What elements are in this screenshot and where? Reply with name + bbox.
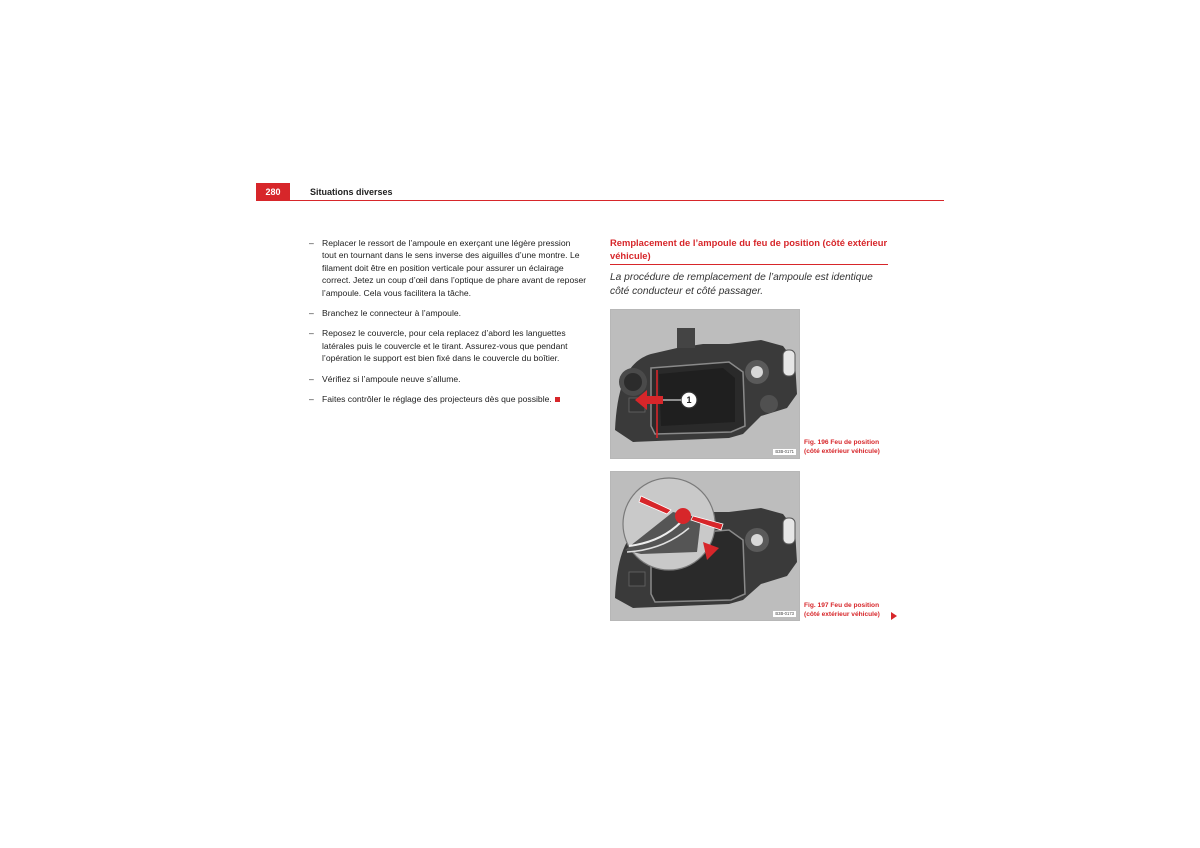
instruction-steps [307,237,587,413]
step-dash: – [309,328,314,339]
figure-196-image [610,309,800,459]
step-text: Vérifiez si l’ampoule neuve s’allume. [322,373,461,384]
caption-line: (côté extérieur véhicule) [804,447,880,455]
step-dash: – [309,238,314,248]
figure-code: B3B-0173 [775,611,794,616]
chapter-title: Situations diverses [310,187,393,197]
step-item [307,373,587,385]
step-dash: – [309,373,314,384]
section-end-marker [555,397,560,402]
page-header [256,183,944,201]
section [610,236,890,299]
figure-196-caption [804,439,894,456]
section-title: Remplacement de l’ampoule du feu de position (côté extérieur véhicule) [610,236,888,265]
figure-197-image [610,471,800,621]
step-text: Reposez le couvercle, pour cela replacez d’abord les languettes latérales puis le couvercle et le tirant. Assurez-vous que pendant l’opération le support est bien fixé dans le couvercle du boîtier. [322,328,568,364]
caption-line: Fig. 196 Feu de position [804,439,880,446]
header-divider [256,200,944,201]
step-dash: – [309,308,314,319]
caption-line: Fig. 197 Feu de position [804,602,880,609]
headlight-bulb-illustration [611,472,799,620]
step-item [307,307,587,319]
caption-line: (côté extérieur véhicule) [804,610,880,618]
headlight-rear-illustration [611,310,799,458]
step-dash: – [309,394,314,405]
step-item [307,237,587,299]
figure-code: B3B-0171 [775,449,794,454]
step-item [307,327,587,364]
callout-number: 1 [686,395,692,405]
step-text: Faites contrôler le réglage des projecteurs dès que possible. [322,394,552,405]
section-intro: La procédure de remplacement de l’ampoule est identique côté conducteur et côté passager. [610,272,873,297]
continue-arrow-icon [891,612,897,620]
step-text: Replacer le ressort de l’ampoule en exerçant une légère pression tout en tournant dans le sens inverse des aiguilles d’une montre. Le filament doit être en position verticale pour assurer un éclairage correct. Jetez un coup d’œil dans l’optique de phare avant de reposer l’ampoule. Cela vous facilitera la tâche. [322,238,587,298]
page-number: 280 [256,183,290,200]
step-item [307,393,587,405]
step-text: Branchez le connecteur à l’ampoule. [322,308,462,319]
figure-197-caption [804,602,894,619]
